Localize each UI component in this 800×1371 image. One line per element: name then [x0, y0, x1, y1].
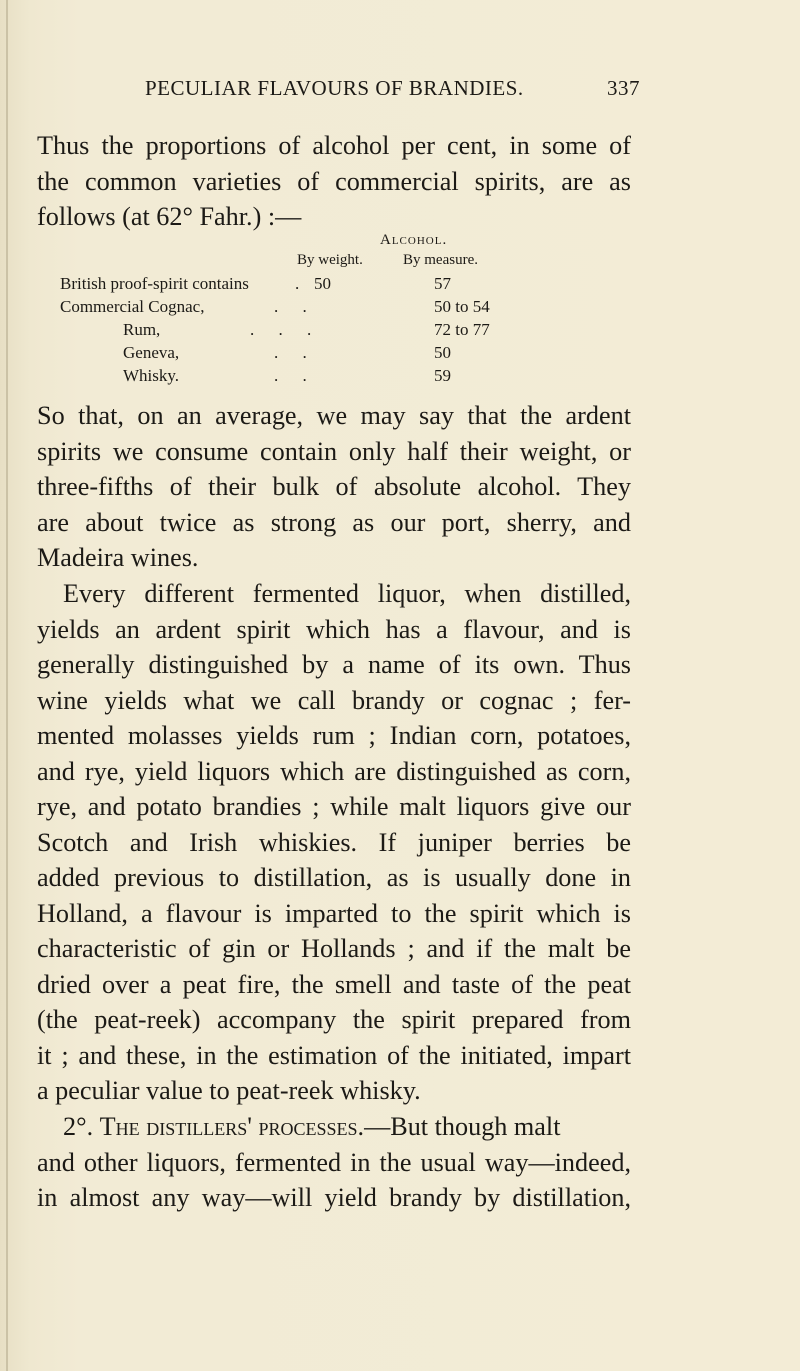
alcohol-table	[60, 232, 600, 398]
text-line: Madeira wines.	[37, 543, 199, 572]
paragraph-intro	[37, 128, 631, 235]
row-dots: . .	[274, 366, 317, 385]
running-title: PECULIAR FLAVOURS OF BRANDIES.	[145, 76, 524, 100]
paragraph-average	[37, 398, 631, 576]
table-row	[60, 366, 600, 388]
row-name: British proof-spirit contains	[60, 274, 249, 293]
row-dots: . . .	[250, 320, 322, 339]
table-row	[60, 297, 600, 319]
row-measure: 50 to 54	[434, 297, 490, 316]
text-line: the common varieties of commercial spirits, are as	[37, 166, 631, 196]
row-name: Rum,	[123, 320, 161, 339]
text-line: So that, on an average, we may say that the ardent	[37, 401, 631, 430]
text-line: and rye, yield liquors which are distinguished as corn,	[37, 756, 631, 786]
column-header-measure: By measure.	[403, 252, 478, 268]
table-row	[60, 343, 600, 365]
text-line: characteristic of gin or Hollands ; and if the malt be	[37, 934, 631, 963]
text-line: follows (at 62° Fahr.) :—	[37, 202, 302, 231]
text-line: yields an ardent spirit which has a flavour, and is	[37, 614, 631, 644]
row-dots: . .	[274, 297, 317, 316]
running-head	[60, 76, 640, 106]
text-line: Scotch and Irish whiskies. If juniper berries be	[37, 827, 631, 857]
text-line: mented molasses yields rum ; Indian corn, potatoes,	[37, 721, 631, 750]
text-line	[37, 1109, 631, 1145]
text-line: added previous to distillation, as is usually done in	[37, 863, 631, 892]
section-text: —But though malt	[364, 1112, 561, 1141]
text-line: generally distinguished by a name of its own. Thus	[37, 650, 631, 679]
text-line: rye, and potato brandies ; while malt liquors give our	[37, 792, 631, 821]
text-line: in almost any way—will yield brandy by distillation,	[37, 1183, 631, 1212]
row-measure: 72 to 77	[434, 320, 490, 339]
section-number: 2°.	[63, 1112, 94, 1141]
row-dots: .	[295, 274, 300, 293]
table-group-header: Alcohol.	[380, 232, 448, 248]
page-gutter-shadow	[6, 0, 8, 1371]
row-measure: 50	[434, 343, 451, 362]
row-name: Commercial Cognac,	[60, 297, 205, 316]
paragraph-flavours	[37, 576, 631, 1109]
table-row	[60, 320, 600, 342]
text-line: wine yields what we call brandy or cognac ; fer-	[37, 685, 631, 715]
row-measure: 59	[434, 366, 451, 385]
text-line: (the peat-reek) accompany the spirit prepared from	[37, 1005, 631, 1034]
section-title: The distillers' processes.	[99, 1112, 365, 1141]
text-line: it ; and these, in the estimation of the initiated, impart	[37, 1040, 631, 1070]
text-line: Thus the proportions of alcohol per cent, in some of	[37, 131, 631, 160]
text-line: are about twice as strong as our port, sherry, and	[37, 507, 631, 537]
row-dots: . .	[274, 343, 317, 362]
text-line: Holland, a flavour is imparted to the spirit which is	[37, 898, 631, 928]
column-header-weight: By weight.	[297, 252, 363, 268]
text-line: Every different fermented liquor, when distilled,	[63, 579, 631, 608]
row-name: Geneva,	[123, 343, 180, 362]
text-line: a peculiar value to peat-reek whisky.	[37, 1076, 421, 1105]
page-number: 337	[607, 76, 640, 100]
row-name: Whisky.	[123, 366, 180, 385]
table-row	[60, 274, 600, 296]
text-line: three-fifths of their bulk of absolute alcohol. They	[37, 472, 631, 501]
row-weight: 50	[314, 274, 331, 293]
row-measure: 57	[434, 274, 451, 293]
text-line: dried over a peat fire, the smell and taste of the peat	[37, 969, 631, 999]
paragraph-distillers-processes	[37, 1109, 631, 1216]
text-line: spirits we consume contain only half their weight, or	[37, 436, 631, 466]
text-line: and other liquors, fermented in the usual way—indeed,	[37, 1147, 631, 1177]
